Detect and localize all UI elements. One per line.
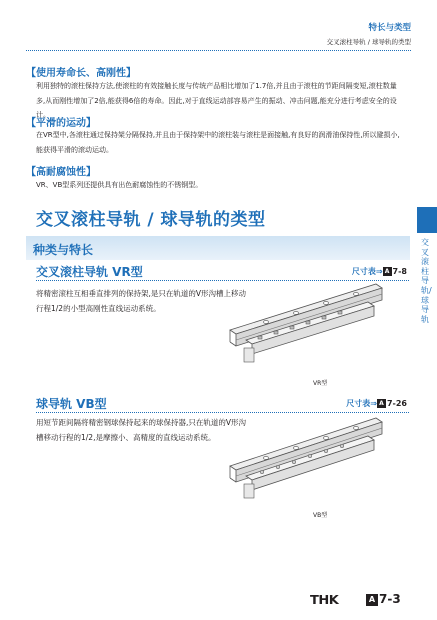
feature-heading-corrosion: 【高耐腐蚀性】 [26,167,96,178]
feature-text-corrosion: VR、VB型系列还提供具有出色耐腐蚀性的不锈钢型。 [36,181,203,189]
feature-heading-smooth-motion: 【平滑的运动】 [26,118,96,129]
ref-page: 7-26 [386,399,407,408]
caption-vr: VR型 [313,380,328,387]
product-title-vb: 球导轨 VB型 [36,397,107,411]
header-divider [26,50,411,51]
catalog-a-icon: A [377,399,386,408]
vr-rail-image [218,278,393,370]
catalog-a-icon: A [366,594,378,606]
section-band-title: 种类与特长 [33,243,94,257]
ref-label: 尺寸表⇒ [346,399,377,408]
header-category: 特长与类型 [368,23,411,33]
thk-logo: THK [310,593,339,608]
page-number-text: 7-3 [379,592,401,606]
product-desc-vb: 用短节距间隔将精密钢球保持起来的球保持器,只在轨道的V形沟槽移动行程的1/2,是摩擦小、高精度的直线运动系统。 [36,418,247,442]
ref-link-vb[interactable] [346,398,407,409]
vb-rail-image [218,410,393,505]
feature-heading-long-life: 【使用寿命长、高刚性】 [26,68,136,79]
feature-text-long-life: 利用独特的滚柱保持方法,使滚柱的有效接触长度与传统产品相比增加了1.7倍,并且由于滚柱的节距间隔变短,滚柱数量多,从而刚性增加了2倍,能获得6倍的寿命。因此,对于直线运动部容易产生的振动、冲击问题,能充分进行考虑安全的设计。 [36,82,397,119]
page-title: 交叉滚柱导轨 / 球导轨的类型 [36,210,266,230]
ref-page: 7-8 [392,267,407,276]
ref-link-vr[interactable] [352,266,407,277]
page-number [366,592,401,606]
side-tab-label: 交叉滚柱导轨/球导轨 [421,238,432,324]
catalog-a-icon: A [383,267,392,276]
header-subtitle: 交叉滚柱导轨 / 球导轨的类型 [326,38,411,46]
side-tab-marker [417,207,437,233]
product-desc-vr: 将精密滚柱互相垂直排列的保持架,是只在轨道的V形沟槽上移动行程1/2的小型高刚性直线运动系统。 [36,289,247,313]
product-title-vr: 交叉滚柱导轨 VR型 [36,265,143,279]
caption-vb: VB型 [313,512,328,519]
feature-text-smooth-motion: 在VR型中,各滚柱通过保持架分隔保持,并且由于保持架中的滚柱装与滚柱是面接触,有良好的润滑油保持性,所以避损小,能获得平滑的滚动运动。 [36,131,400,154]
ref-label: 尺寸表⇒ [351,267,383,276]
